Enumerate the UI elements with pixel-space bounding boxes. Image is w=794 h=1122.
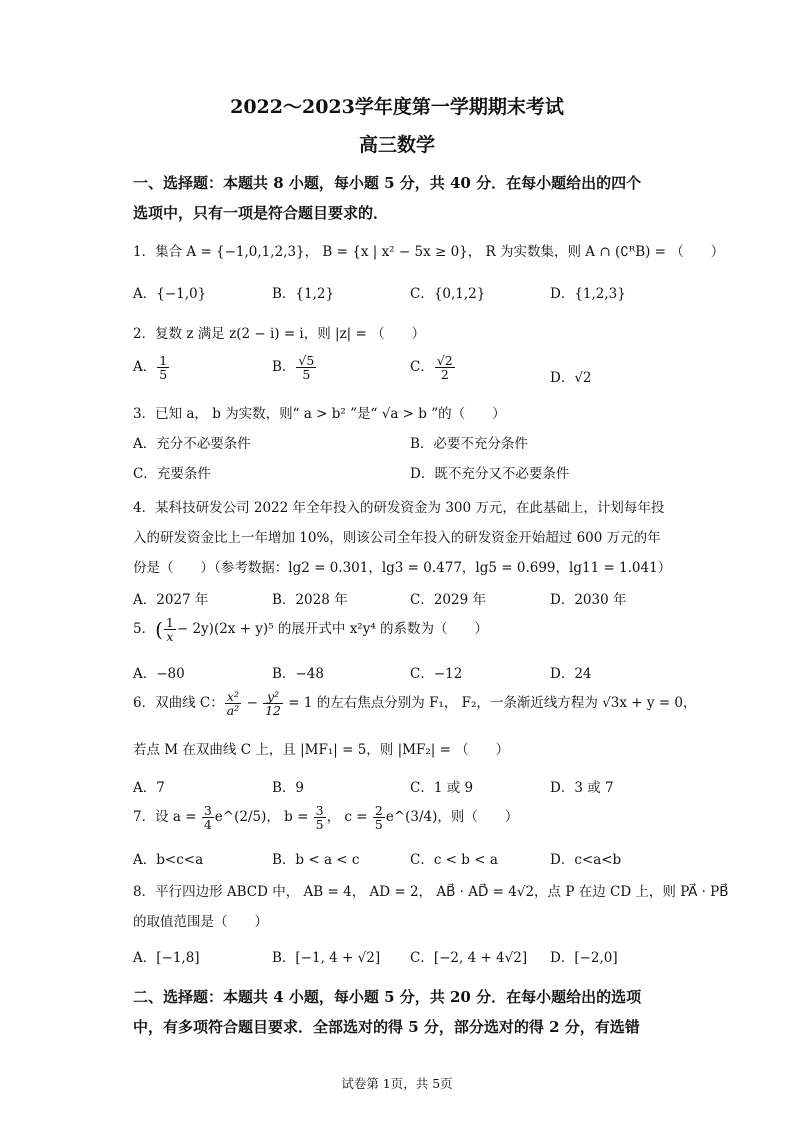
question-4-stem-line1: 4．某科技研发公司 2022 年全年投入的研发资金为 300 万元，在此基础上，计划每年投	[133, 500, 665, 516]
question-2-option-a-label: A．	[133, 359, 157, 376]
question-7-a-exp: e^(2/5)	[214, 809, 267, 826]
exam-title: 2022～2023学年度第一学期期末考试	[230, 96, 564, 118]
question-4-option-b: B．2028 年	[272, 592, 348, 608]
question-3-option-a: A．充分不必要条件	[133, 436, 251, 452]
question-1-option-d: D．{1,2,3}	[550, 286, 626, 302]
fraction-numerator: √5	[298, 353, 315, 368]
question-2-option-c-label: C．	[410, 359, 434, 376]
question-5-option-b: B．−48	[272, 666, 324, 682]
question-6-prefix: 6．双曲线 C：	[133, 695, 224, 712]
question-4-option-d: D．2030 年	[550, 592, 627, 608]
question-5-open-paren: (	[155, 617, 163, 642]
fraction-numerator: 1	[165, 615, 174, 630]
section2-heading-line1: 二、选择题：本题共 4 小题，每小题 5 分，共 20 分．在每小题给出的选项	[133, 988, 642, 1006]
section1-heading-line2: 选项中，只有一项是符合题目要求的．	[133, 204, 389, 222]
question-2-stem: 2．复数 z 满足 z(2 − i) = i，则 |z| = （ ）	[133, 326, 426, 342]
question-3-stem: 3．已知 a， b 为实数，则“ a > b² ”是“ √a > b ”的（ ）	[133, 406, 506, 422]
question-6-stem-line2: 若点 M 在双曲线 C 上，且 |MF₁| = 5，则 |MF₂| = （ ）	[133, 742, 510, 758]
fraction-numerator: 1	[159, 353, 168, 368]
question-4-option-a: A．2027 年	[133, 592, 209, 608]
section1-heading-line1: 一、选择题：本题共 8 小题，每小题 5 分，共 40 分．在每小题给出的四个	[133, 174, 642, 192]
question-5-fraction	[164, 616, 176, 643]
fraction-numerator: x²	[225, 690, 241, 704]
question-6-option-b: B．9	[272, 780, 305, 796]
fraction-denominator: 5	[315, 817, 324, 833]
question-2-option-d: D．√2	[550, 370, 592, 386]
question-2-option-a-fraction	[157, 354, 169, 381]
fraction-numerator: y²	[263, 690, 283, 704]
question-1-option-b: B．{1,2}	[272, 286, 335, 302]
question-2-option-b-label: B．	[272, 359, 296, 376]
question-7-stem	[133, 804, 518, 831]
fraction-denominator: 12	[265, 703, 281, 719]
fraction-numerator: 2	[374, 803, 383, 818]
fraction-denominator: 5	[374, 817, 383, 833]
question-7-suffix: ，则（ ）	[437, 809, 519, 826]
question-8-stem-line2: 的取值范围是（ ）	[133, 914, 268, 930]
section2-heading-line2: 中，有多项符合题目要求．全部选对的得 5 分，部分选对的得 2 分，有选错	[133, 1018, 640, 1036]
exam-subject: 高三数学	[358, 134, 435, 156]
question-5-stem-rest: − 2y)(2x + y)⁵ 的展开式中 x²y⁴ 的系数为（ ）	[176, 621, 489, 638]
question-2-option-a	[133, 354, 170, 381]
question-1-stem: 1．集合 A = {−1,0,1,2,3}， B = {x | x² − 5x ≥ 0}， R 为实数集，则 A ∩ (∁ᴿB) = （ ）	[133, 244, 725, 260]
question-5-option-a: A．−80	[133, 666, 185, 682]
question-5-option-d: D．24	[550, 666, 592, 682]
page-footer: 试卷第 1页，共 5页	[341, 1076, 453, 1091]
question-3-option-d: D．既不充分又不必要条件	[410, 466, 570, 482]
question-7-option-b: B．b < a < c	[272, 852, 360, 868]
question-1-option-a: A．{−1,0}	[133, 286, 207, 302]
question-7-c-prefix: ， c =	[326, 809, 372, 826]
question-6-stem-rest: = 1 的左右焦点分别为 F₁， F₂，一条渐近线方程为 √3x + y = 0，	[284, 695, 697, 712]
question-6-stem-line1	[133, 690, 697, 717]
question-6-minus: −	[242, 695, 263, 712]
question-7-prefix: 7．设 a =	[133, 809, 201, 826]
question-8-option-b: B．[−1, 4 + √2]	[272, 950, 381, 966]
question-3-option-b: B．必要不充分条件	[410, 436, 528, 452]
question-7-c-fraction	[373, 804, 385, 831]
question-7-option-d: D．c<a<b	[550, 852, 622, 868]
question-2-option-b	[272, 354, 317, 381]
question-8-option-d: D．[−2,0]	[550, 950, 618, 966]
fraction-denominator: x	[166, 629, 174, 645]
question-2-option-b-fraction	[296, 354, 316, 381]
fraction-numerator: √2	[436, 353, 453, 368]
fraction-denominator: 5	[302, 367, 311, 383]
question-6-fraction-y	[263, 690, 283, 717]
question-8-option-c: C．[−2, 4 + 4√2]	[410, 950, 528, 966]
question-7-c-exp: e^(3/4)	[385, 809, 438, 826]
question-8-stem-line1: 8．平行四边形 ABCD 中， AB = 4， AD = 2， AB⃗ · AD⃗ = 4√2，点 P 在边 CD 上，则 PA⃗ · PB⃗	[133, 884, 729, 900]
question-1-option-c: C．{0,1,2}	[410, 286, 486, 302]
question-5-stem	[133, 616, 488, 643]
question-5-option-c: C．−12	[410, 666, 463, 682]
question-4-option-c: C．2029 年	[410, 592, 486, 608]
question-6-option-d: D．3 或 7	[550, 780, 614, 796]
question-4-stem-line2: 入的研发资金比上一年增加 10%，则该公司全年投入的研发资金开始超过 600 万元的年	[133, 530, 661, 546]
fraction-numerator: 3	[315, 803, 324, 818]
question-6-fraction-x	[225, 690, 241, 717]
fraction-denominator: 4	[203, 817, 212, 833]
fraction-numerator: 3	[203, 803, 212, 818]
question-3-option-c: C．充要条件	[133, 466, 211, 482]
question-7-a-fraction	[202, 804, 214, 831]
question-4-stem-line3: 份是（ ）（参考数据：lg2 = 0.301，lg3 = 0.477，lg5 = 0.699，lg11 = 1.041）	[133, 560, 672, 576]
question-2-option-c-fraction	[435, 354, 455, 381]
question-2-option-c	[410, 354, 456, 381]
question-7-b-prefix: ， b =	[266, 809, 313, 826]
question-7-option-a: A．b<c<a	[133, 852, 204, 868]
question-6-option-c: C．1 或 9	[410, 780, 474, 796]
fraction-denominator: 2	[440, 367, 449, 383]
fraction-denominator: 5	[159, 367, 168, 383]
question-8-option-a: A．[−1,8]	[133, 950, 200, 966]
question-5-number: 5．	[133, 621, 156, 638]
question-7-b-fraction	[314, 804, 326, 831]
question-6-option-a: A．7	[133, 780, 165, 796]
question-7-option-c: C．c < b < a	[410, 852, 498, 868]
fraction-denominator: a²	[226, 703, 240, 719]
